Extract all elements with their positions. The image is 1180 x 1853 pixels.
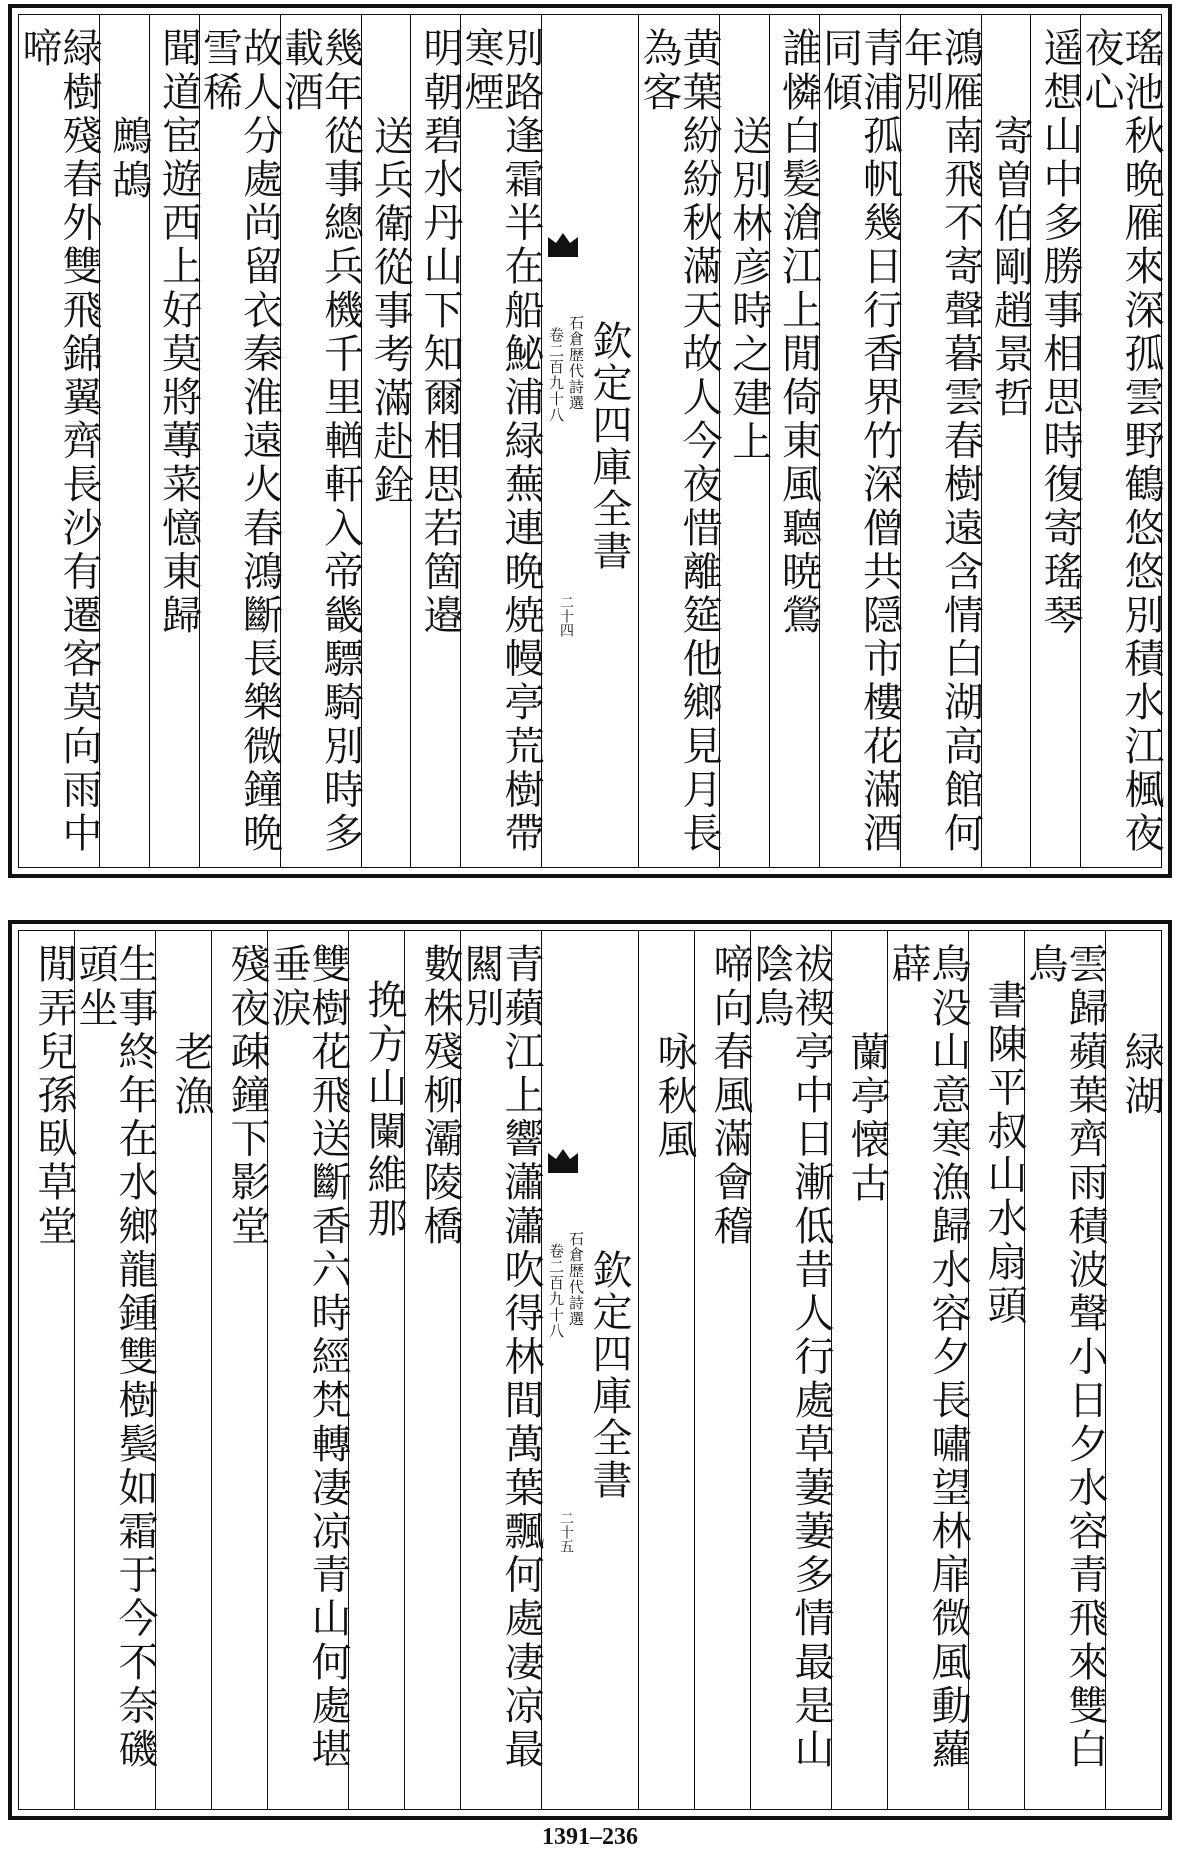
top-page-columns [18, 14, 1162, 868]
verse-column: 青蘋江上響瀟瀟吹得林間萬葉飄何處凄凉最闗別 [460, 931, 541, 1809]
book-title: 石倉歴代詩選 [567, 1231, 585, 1327]
book-title: 石倉歴代詩選 [567, 315, 585, 411]
verse-column: 祓禊亭中日漸低昔人行處草萋萋多情最是山陰鳥 [750, 931, 831, 1809]
verse-column: 生事終年在水鄉龍鍾雙樹鬓如霜于今不奈磯頭坐 [74, 931, 155, 1809]
poem-title: 挽方山闌維那 [348, 931, 404, 1809]
verse-column: 幾年從事總兵機千里輶軒入帝畿驃騎別時多載酒 [280, 15, 361, 867]
poem-title: 寄曽伯剛趙景哲 [981, 15, 1031, 867]
library-title: 欽定四庫全書 [586, 320, 632, 572]
verse-column: 雙樹花飛送斷香六時經梵轉凄凉青山何處堪垂淚 [267, 931, 348, 1809]
verse-column: 誰憐白髪滄江上閒倚東風聽暁鶯 [769, 15, 819, 867]
verse-column: 別路逢霜半在船鮅浦緑蕪連晩焼幔亭荒樹帶寒煙 [460, 15, 541, 867]
banner-side [542, 931, 586, 1809]
verse-column: 數株殘柳灞陵橋 [404, 931, 460, 1809]
poem-title: 送別林彦時之建上 [719, 15, 769, 867]
verse-column: 緑樹殘春外雙飛錦翼齊長沙有遷客莫向雨中啼 [16, 27, 102, 856]
folio-number: 二十四 [558, 595, 574, 637]
verse-column: 明朝碧水丹山下知爾相思若箇邉 [410, 15, 460, 867]
verse-column: 故人分處尚留衣秦淮遠火春鴻斷長樂微鐘晩雪稀 [199, 15, 280, 867]
verse-column: 青浦孤帆幾日行香界竹深僧共隠市樓花滿酒同傾 [819, 15, 900, 867]
verse-column: 閒弄兒孫臥草堂 [31, 943, 77, 1249]
volume-number: 卷二百九十八 [547, 1243, 565, 1339]
volume-number: 卷二百九十八 [547, 327, 565, 423]
verse-column: 殘夜疎鐘下影堂 [211, 931, 267, 1809]
fish-tail-mark-icon [548, 231, 578, 257]
verse-column: 鴻雁南飛不寄聲暮雲春樹遠含情白湖高館何年別 [900, 15, 981, 867]
poem-title: 老漁 [155, 931, 211, 1809]
poem-title: 咏秋風 [638, 931, 694, 1809]
banner-side [542, 15, 586, 867]
verse-column: 遥想山中多勝事相思時復寄瑤琴 [1030, 15, 1080, 867]
bottom-page [8, 920, 1172, 1820]
bottom-page-columns [18, 930, 1162, 1810]
poem-title: 書陳平叔山水扇頭 [968, 931, 1024, 1809]
poem-title: 蘭亭懐古 [831, 931, 887, 1809]
library-title: 欽定四庫全書 [586, 1249, 632, 1501]
poem-title: 緑湖 [1105, 931, 1161, 1809]
top-page [8, 4, 1172, 878]
page-banner [541, 15, 638, 867]
verse-column: 黄葉紛紛秋滿天故人今夜惜離筵他鄉見月長為客 [638, 15, 719, 867]
poem-title: 送兵衛從事考滿赴銓 [361, 15, 411, 867]
fish-tail-mark-icon [548, 1147, 578, 1173]
folio-number: 二十五 [558, 1511, 574, 1553]
page-banner [541, 931, 638, 1809]
verse-column: 聞道宦遊西上好莫將蓴菜憶東歸 [149, 15, 199, 867]
verse-column: 瑤池秋晩雁來深孤雲野鶴悠悠別積水江楓夜夜心 [1080, 15, 1161, 867]
page-footer-number: 1391–236 [542, 1824, 638, 1850]
verse-column: 鳥没山意寒漁歸水容夕長嘯望林扉微風動蘿薜 [887, 931, 968, 1809]
verse-column: 啼向春風滿會稽 [694, 931, 750, 1809]
verse-column: 雲歸蘋葉齊雨積波聲小日夕水容青飛來雙白鳥 [1024, 931, 1105, 1809]
poem-title: 鷓鴣 [99, 15, 149, 867]
